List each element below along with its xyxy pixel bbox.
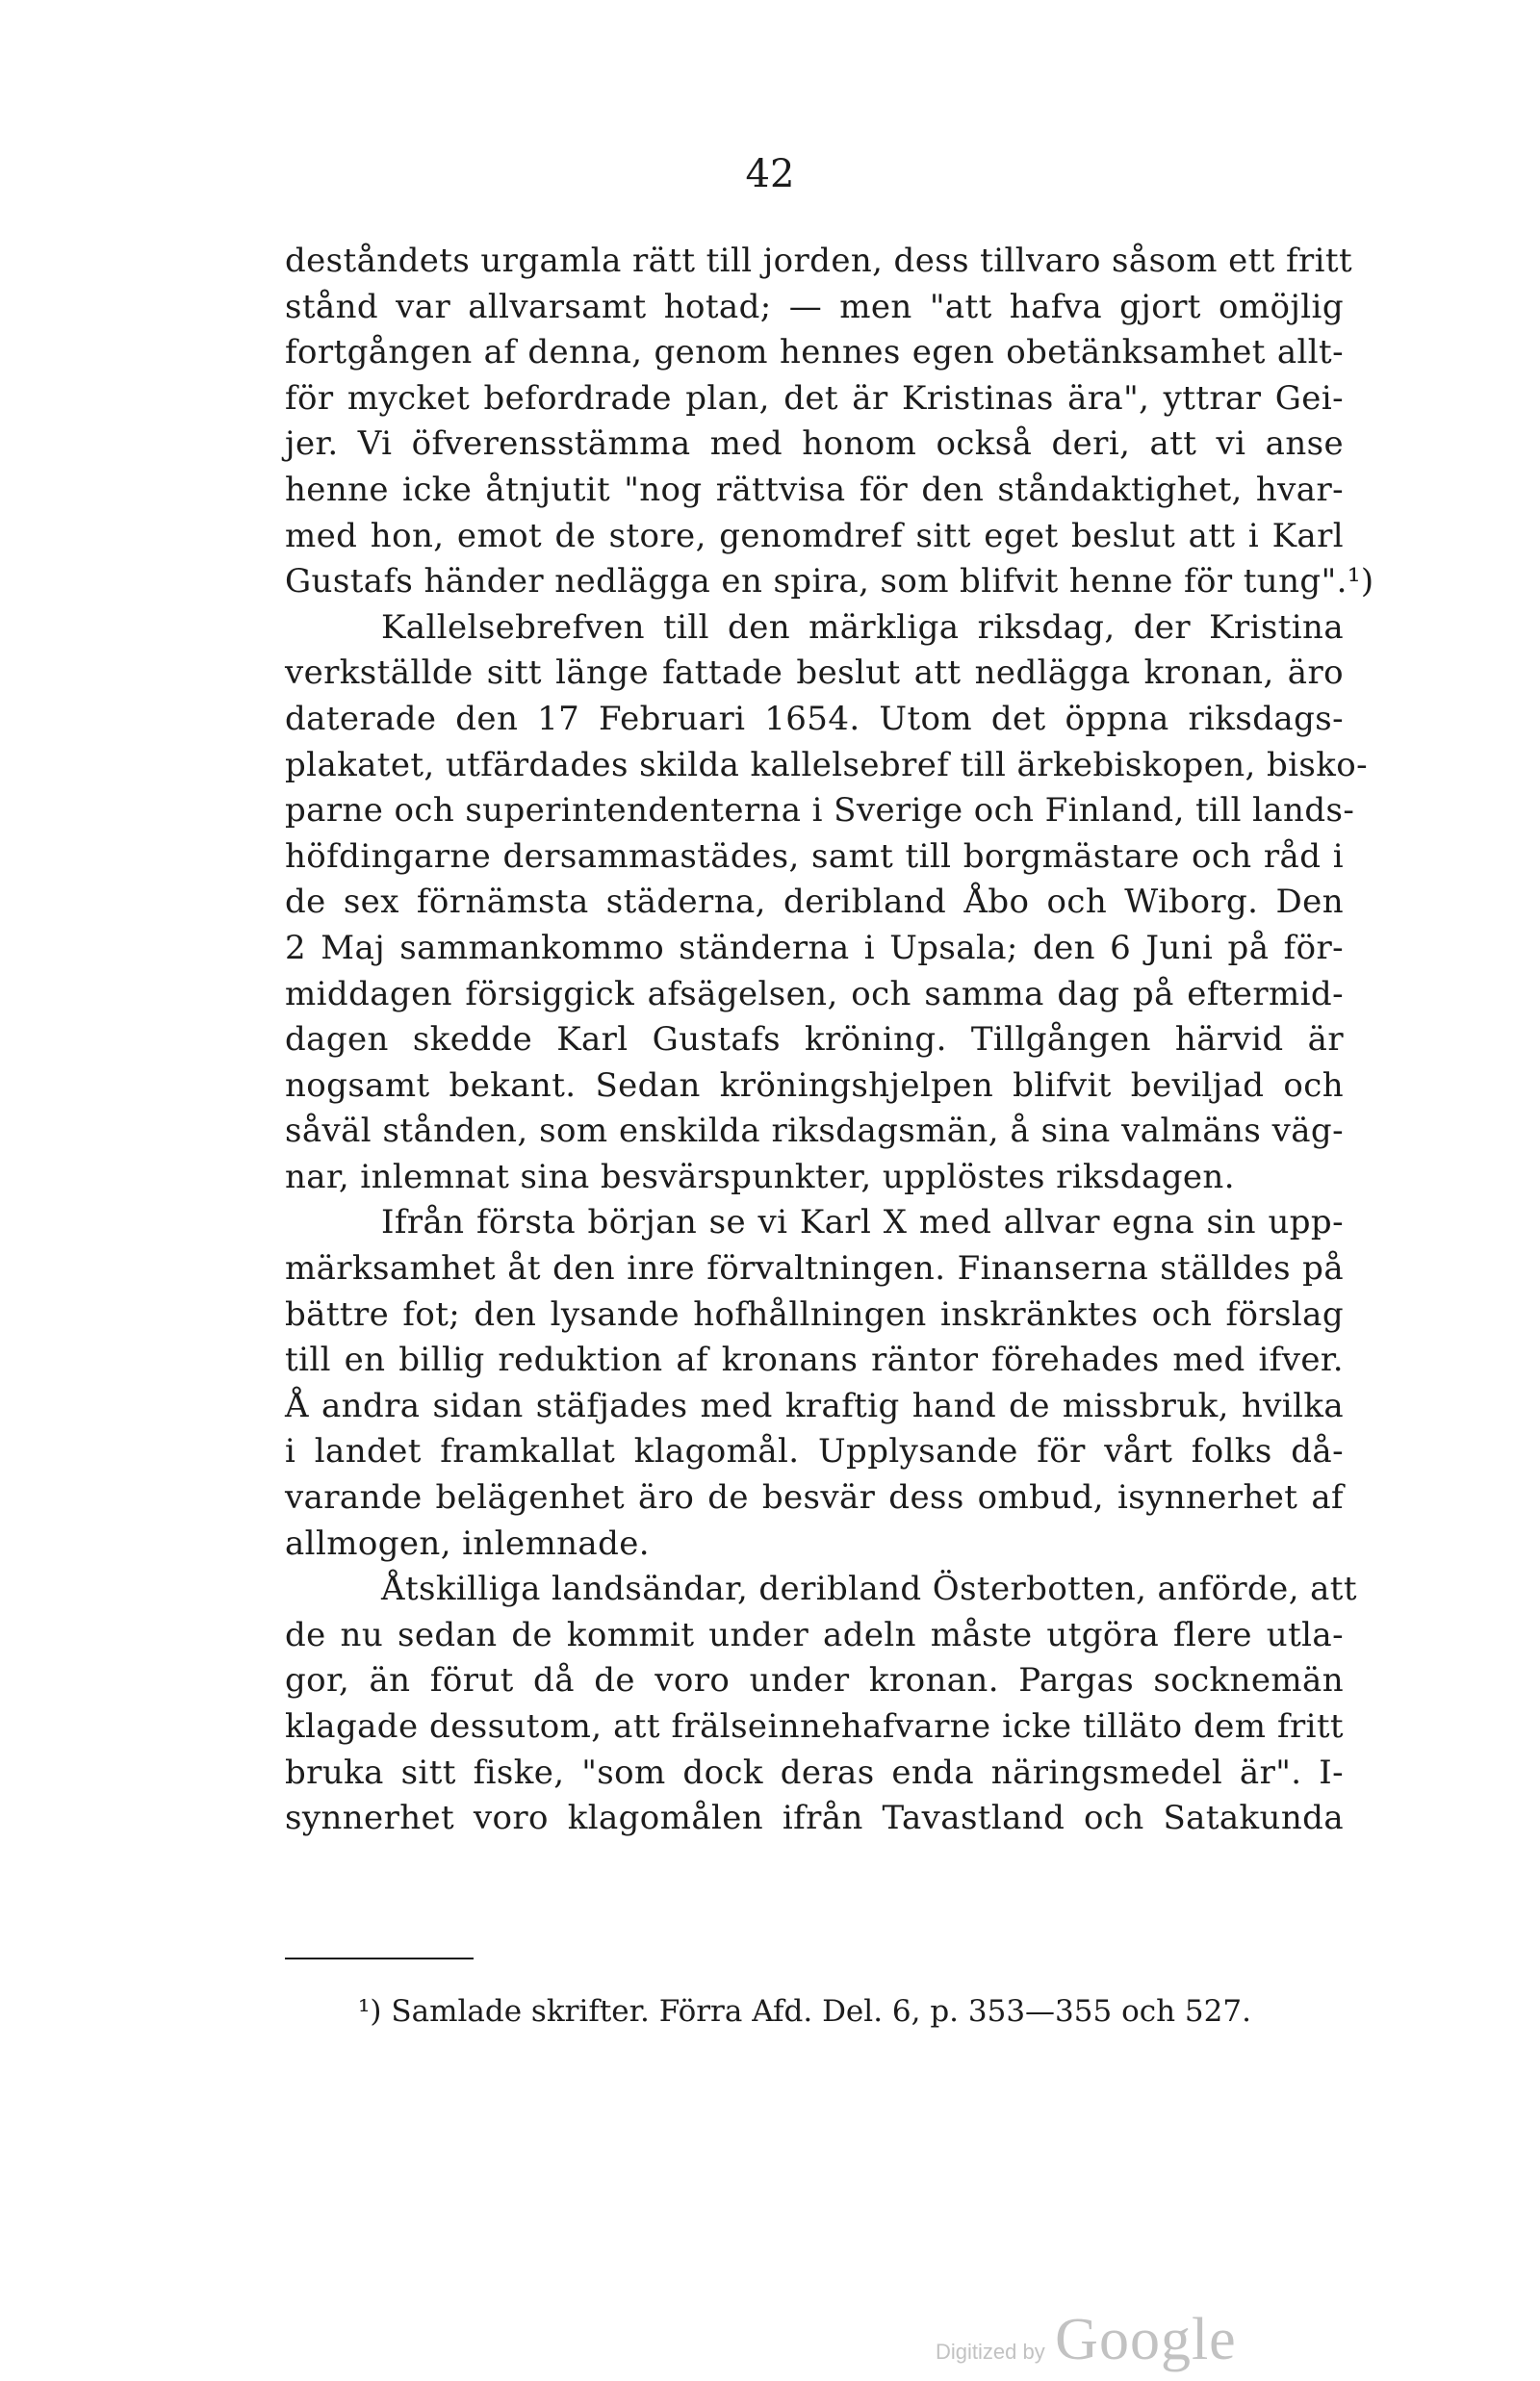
text-line: såväl stånden, som enskilda riksdagsmän, å sina valmäns väg- <box>285 1112 1344 1151</box>
text-line: för mycket befordrade plan, det är Kristinas ära", yttrar Gei- <box>285 378 1344 418</box>
watermark-prefix: Digitized by <box>936 2340 1045 2364</box>
text-line: stånd var allvarsamt hotad; — men "att hafva gjort omöjlig <box>285 287 1344 326</box>
text-line: parne och superintendenterna i Sverige och Finland, till lands- <box>285 791 1355 831</box>
body-text <box>285 239 1374 1842</box>
page-number: 42 <box>745 152 795 196</box>
footnote: ¹) Samlade skrifter. Förra Afd. Del. 6, p. 353—355 och 527. <box>358 1994 1251 2029</box>
google-logo: Google <box>1055 2307 1237 2372</box>
text-line: verkställde sitt länge fattade beslut att nedlägga kronan, äro <box>285 653 1344 693</box>
text-line: klagade dessutom, att frälseinnehafvarne icke tilläto dem fritt <box>285 1707 1344 1746</box>
text-line: deståndets urgamla rätt till jorden, dess tillvaro såsom ett fritt <box>285 242 1353 280</box>
text-line: i landet framkallat klagomål. Upplysande för vårt folks då- <box>285 1432 1344 1472</box>
text-line: märksamhet åt den inre förvaltningen. Finanserna ställdes på <box>285 1249 1344 1289</box>
text-line: till en billig reduktion af kronans räntor förehades med ifver. <box>285 1341 1344 1380</box>
text-line: Ifrån första början se vi Karl X med allvar egna sin upp- <box>381 1203 1344 1242</box>
text-line: bruka sitt fiske, "som dock deras enda näringsmedel är". I- <box>285 1753 1344 1792</box>
text-line: henne icke åtnjutit "nog rättvisa för den ståndaktighet, hvar- <box>285 470 1344 509</box>
text-line: allmogen, inlemnade. <box>285 1523 650 1563</box>
digitized-watermark <box>936 2306 1237 2374</box>
text-line: dagen skedde Karl Gustafs kröning. Tillgången härvid är <box>285 1020 1344 1060</box>
text-line: nogsamt bekant. Sedan kröningshjelpen blifvit beviljad och <box>285 1065 1344 1105</box>
text-line: synnerhet voro klagomålen ifrån Tavastland och Satakunda <box>285 1799 1344 1838</box>
text-line: Kallelsebrefven till den märkliga riksdag, der Kristina <box>381 607 1344 647</box>
text-line: fortgången af denna, genom hennes egen obetänksamhet allt- <box>285 333 1344 372</box>
text-line: Gustafs händer nedlägga en spira, som blifvit henne för tung".¹) <box>285 562 1374 602</box>
text-line: varande belägenhet äro de besvär dess ombud, isynnerhet af <box>285 1478 1344 1518</box>
text-line: de nu sedan de kommit under adeln måste utgöra flere utla- <box>285 1615 1344 1654</box>
text-line: daterade den 17 Februari 1654. Utom det öppna riksdags- <box>285 699 1344 738</box>
text-line: gor, än förut då de voro under kronan. Pargas socknemän <box>285 1661 1344 1701</box>
text-line: Åtskilliga landsändar, deribland Österbotten, anförde, att <box>381 1570 1357 1609</box>
text-line: höfdingarne dersammastädes, samt till borgmästare och råd i <box>285 836 1344 876</box>
text-line: nar, inlemnat sina besvärspunkter, upplöstes riksdagen. <box>285 1157 1235 1196</box>
text-line: Å andra sidan stäfjades med kraftig hand de missbruk, hvilka <box>285 1386 1344 1425</box>
text-line: middagen försiggick afsägelsen, och samma dag på eftermid- <box>285 974 1344 1013</box>
text-line: med hon, emot de store, genomdref sitt eget beslut att i Karl <box>285 516 1344 555</box>
text-line: jer. Vi öfverensstämma med honom också deri, att vi anse <box>285 424 1344 464</box>
text-line: 2 Maj sammankommo ständerna i Upsala; den 6 Juni på för- <box>285 928 1344 967</box>
footnote-divider <box>285 1958 474 1959</box>
text-line: de sex förnämsta städerna, deribland Åbo och Wiborg. Den <box>285 883 1344 922</box>
text-line: plakatet, utfärdades skilda kallelsebref till ärkebiskopen, bisko- <box>285 745 1368 784</box>
text-line: bättre fot; den lysande hofhållningen inskränktes och förslag <box>285 1294 1344 1334</box>
